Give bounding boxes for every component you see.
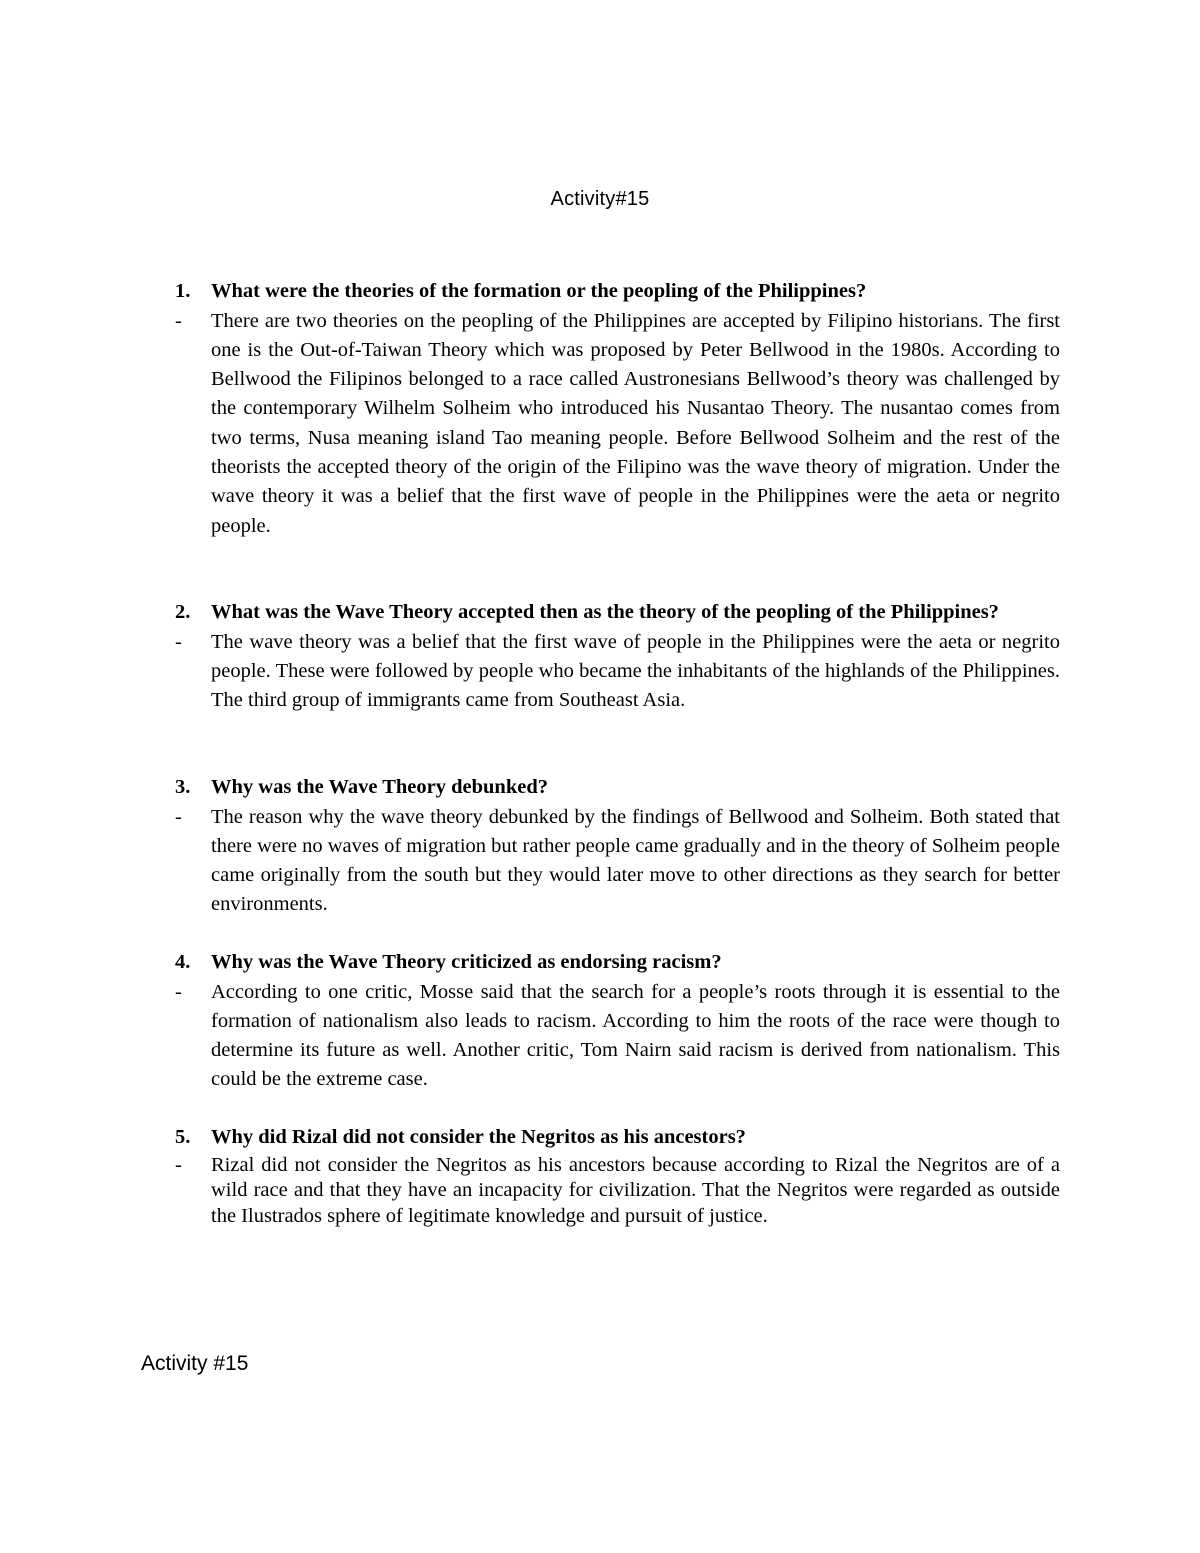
question-3	[175, 773, 1060, 803]
answer-dash: -	[175, 805, 182, 828]
qa-item-4	[175, 948, 1060, 1095]
question-5	[175, 1123, 1060, 1153]
answer-dash: -	[175, 980, 182, 1003]
answer-text: There are two theories on the peopling of the Philippines are accepted by Filipino historians. The first one is the Out-of-Taiwan Theory which was proposed by Peter Bellwood in the 1980s. According to Bellwood the Filipinos belonged to a race called Austronesians Bellwood’s theory was challenged by the contemporary Wilhelm Solheim who introduced his Nusantao Theory. The nusantao comes from two terms, Nusa meaning island Tao meaning people. Before Bellwood Solheim and the rest of the theorists the accepted theory of the origin of the Filipino was the wave theory of migration. Under the wave theory it was a belief that the first wave of people in the Philippines were the aeta or negrito people.	[211, 309, 1060, 537]
answer-dash: -	[175, 1153, 182, 1176]
question-text: What were the theories of the formation or the peopling of the Philippines?	[211, 280, 867, 302]
question-2	[175, 598, 1060, 628]
question-text: Why was the Wave Theory criticized as endorsing racism?	[211, 951, 722, 973]
question-text: Why was the Wave Theory debunked?	[211, 776, 548, 798]
answer-text: The wave theory was a belief that the first wave of people in the Philippines were the aeta or negrito people. These were followed by people who became the inhabitants of the highlands of the Philippines. The third group of immigrants came from Southeast Asia.	[211, 630, 1060, 712]
answer-5	[175, 1153, 1060, 1230]
answer-2	[175, 628, 1060, 716]
answer-dash: -	[175, 630, 182, 653]
question-text: What was the Wave Theory accepted then as the theory of the peopling of the Philippines?	[211, 601, 999, 623]
qa-item-3	[175, 773, 1060, 920]
page-footer: Activity #15	[141, 1352, 249, 1375]
answer-dash: -	[175, 309, 182, 332]
question-1	[175, 277, 1060, 307]
question-4	[175, 948, 1060, 978]
qa-item-5	[175, 1123, 1060, 1229]
question-number: 3.	[175, 776, 191, 798]
answer-4	[175, 978, 1060, 1095]
answer-1	[175, 307, 1060, 541]
answer-3	[175, 803, 1060, 920]
question-number: 5.	[175, 1126, 191, 1148]
qa-item-1	[175, 277, 1060, 541]
answer-text: The reason why the wave theory debunked by the findings of Bellwood and Solheim. Both stated that there were no waves of migration but rather people came gradually and in the theory of Solheim people came originally from the south but they would later move to other directions as they search for better environments.	[211, 805, 1060, 916]
question-number: 4.	[175, 951, 191, 973]
answer-text: Rizal did not consider the Negritos as his ancestors because according to Rizal the Negritos are of a wild race and that they have an incapacity for civilization. That the Negritos were regarded as outside the Ilustrados sphere of legitimate knowledge and pursuit of justice.	[211, 1153, 1060, 1227]
answer-text: According to one critic, Mosse said that the search for a people’s roots through it is essential to the formation of nationalism also leads to racism. According to him the roots of the race were though to determine its future as well. Another critic, Tom Nairn said racism is derived from nationalism. This could be the extreme case.	[211, 980, 1060, 1091]
question-number: 2.	[175, 601, 191, 623]
qa-item-2	[175, 598, 1060, 715]
question-text: Why did Rizal did not consider the Negritos as his ancestors?	[211, 1126, 746, 1148]
question-number: 1.	[175, 280, 191, 302]
page-title: Activity#15	[550, 188, 650, 210]
